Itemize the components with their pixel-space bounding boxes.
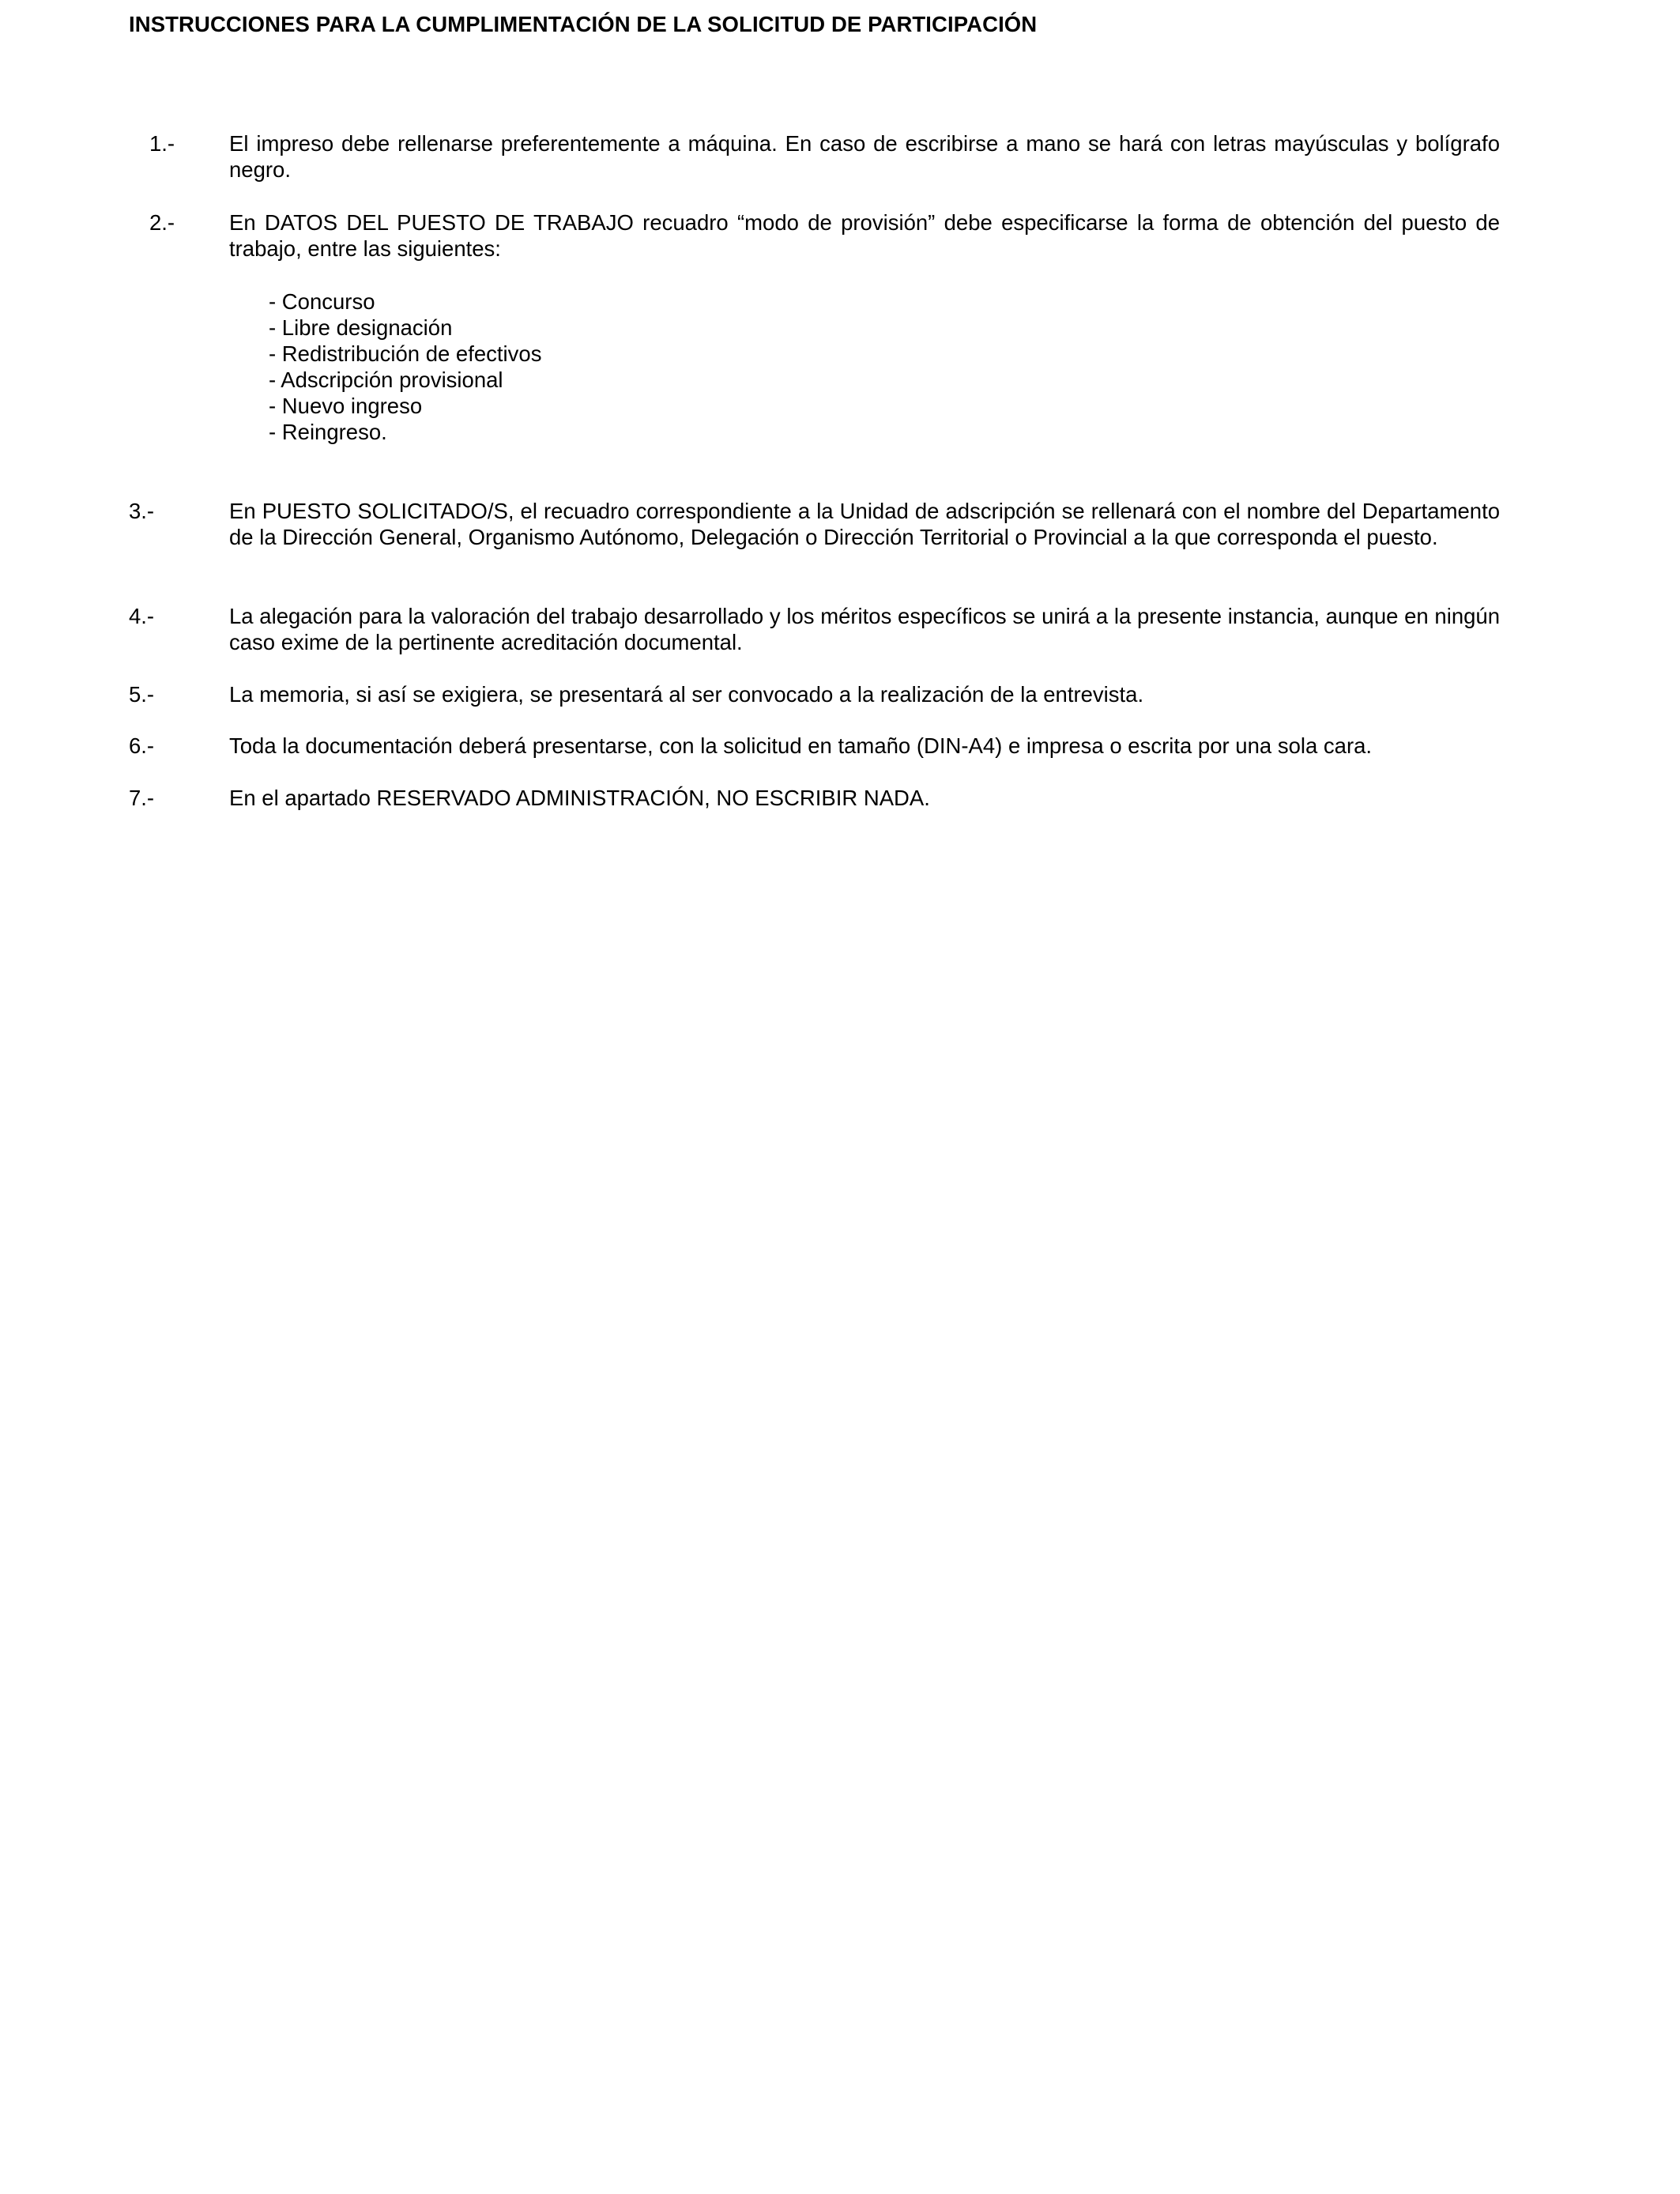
instruction-text: En el apartado RESERVADO ADMINISTRACIÓN, NO ESCRIBIR NADA. [229, 786, 930, 810]
instruction-text: En DATOS DEL PUESTO DE TRABAJO recuadro “modo de provisión” debe especificarse la forma de obtención del puesto de trabajo, entre las siguientes: [229, 210, 1500, 261]
provision-mode-option: - Reingreso. [269, 420, 387, 444]
instruction-number: 7.- [129, 786, 155, 810]
provision-mode-option: - Libre designación [269, 315, 453, 340]
instruction-text: La memoria, si así se exigiera, se presentará al ser convocado a la realización de la entrevista. [229, 682, 1144, 707]
provision-mode-option: - Nuevo ingreso [269, 394, 423, 418]
instruction-text: La alegación para la valoración del trabajo desarrollado y los méritos específicos se unirá a la presente instancia, aunque en ningún caso exime de la pertinente acreditación documental. [229, 604, 1500, 654]
instruction-number: 4.- [129, 604, 155, 628]
instruction-number: 2.- [149, 210, 175, 235]
provision-mode-list [269, 288, 541, 445]
provision-mode-option: - Redistribución de efectivos [269, 341, 542, 366]
instruction-number: 5.- [129, 682, 155, 707]
instruction-number: 3.- [129, 499, 155, 523]
instruction-text: Toda la documentación deberá presentarse, con la solicitud en tamaño (DIN-A4) e impresa o escrita por una sola cara. [229, 733, 1373, 758]
provision-mode-option: - Concurso [269, 289, 375, 314]
instruction-number: 6.- [129, 733, 155, 758]
provision-mode-option: - Adscripción provisional [269, 368, 503, 392]
instruction-number: 1.- [149, 131, 175, 156]
page-title: INSTRUCCIONES PARA LA CUMPLIMENTACIÓN DE LA SOLICITUD DE PARTICIPACIÓN [129, 12, 1038, 36]
instruction-text: En PUESTO SOLICITADO/S, el recuadro correspondiente a la Unidad de adscripción se rellenará con el nombre del Departamento de la Dirección General, Organismo Autónomo, Delegación o Dirección Territorial o Provincial a la que corresponda el puesto. [229, 499, 1500, 549]
instruction-text: El impreso debe rellenarse preferentemente a máquina. En caso de escribirse a mano se hará con letras mayúsculas y bolígrafo negro. [229, 131, 1500, 182]
